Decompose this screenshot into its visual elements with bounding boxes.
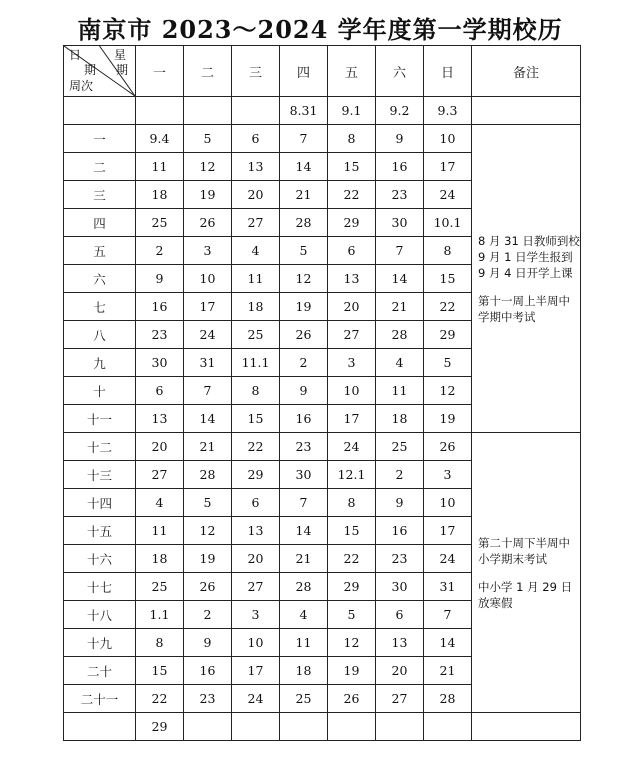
date-cell: 8 xyxy=(232,377,280,405)
date-cell: 16 xyxy=(280,405,328,433)
date-cell: 25 xyxy=(280,685,328,713)
date-cell: 13 xyxy=(328,265,376,293)
remark-line: 第十一周上半周中 xyxy=(478,293,570,308)
date-cell: 17 xyxy=(328,405,376,433)
date-cell: 23 xyxy=(136,321,184,349)
date-cell xyxy=(328,713,376,741)
date-cell: 19 xyxy=(280,293,328,321)
date-cell: 15 xyxy=(424,265,472,293)
remark-line: 放寒假 xyxy=(478,595,513,610)
date-cell: 27 xyxy=(376,685,424,713)
date-cell: 26 xyxy=(424,433,472,461)
date-cell: 28 xyxy=(280,573,328,601)
day-header: 五 xyxy=(328,46,376,97)
date-cell: 10 xyxy=(424,125,472,153)
date-cell: 23 xyxy=(376,545,424,573)
date-cell: 14 xyxy=(184,405,232,433)
remark-line: 第二十周下半周中 xyxy=(478,535,570,550)
date-cell: 29 xyxy=(136,713,184,741)
corner-label-qi-right: 期 xyxy=(116,63,129,77)
date-cell: 12 xyxy=(328,629,376,657)
date-cell: 28 xyxy=(424,685,472,713)
diagonal-header-cell xyxy=(64,46,136,97)
week-number-cell: 十三 xyxy=(64,461,136,489)
week-number-cell: 五 xyxy=(64,237,136,265)
date-cell: 21 xyxy=(280,181,328,209)
date-cell: 24 xyxy=(328,433,376,461)
date-cell: 11 xyxy=(376,377,424,405)
day-header: 二 xyxy=(184,46,232,97)
day-header: 一 xyxy=(136,46,184,97)
date-cell xyxy=(184,97,232,125)
corner-label-qi-left: 期 xyxy=(84,63,97,77)
date-cell: 5 xyxy=(280,237,328,265)
date-cell: 19 xyxy=(184,181,232,209)
date-cell: 20 xyxy=(328,293,376,321)
date-cell: 29 xyxy=(328,573,376,601)
date-cell: 23 xyxy=(376,181,424,209)
corner-label-ri: 日 xyxy=(69,48,82,62)
date-cell: 14 xyxy=(280,153,328,181)
remark-line: 小学期末考试 xyxy=(478,551,547,566)
date-cell xyxy=(424,713,472,741)
date-cell: 13 xyxy=(232,517,280,545)
date-cell xyxy=(184,713,232,741)
date-cell: 15 xyxy=(328,517,376,545)
date-cell: 31 xyxy=(184,349,232,377)
date-cell: 16 xyxy=(184,657,232,685)
date-cell: 26 xyxy=(280,321,328,349)
date-cell: 18 xyxy=(232,293,280,321)
week-number-cell: 七 xyxy=(64,293,136,321)
date-cell: 15 xyxy=(136,657,184,685)
page-title: 南京市 2023～2024 学年度第一学期校历 xyxy=(77,15,563,44)
date-cell: 13 xyxy=(376,629,424,657)
date-cell: 28 xyxy=(280,209,328,237)
date-cell: 12.1 xyxy=(328,461,376,489)
school-calendar-table xyxy=(63,45,581,741)
date-cell: 15 xyxy=(232,405,280,433)
remarks-header: 备注 xyxy=(472,46,581,97)
date-cell: 16 xyxy=(376,153,424,181)
date-cell: 26 xyxy=(184,209,232,237)
day-header: 日 xyxy=(424,46,472,97)
date-cell: 19 xyxy=(328,657,376,685)
date-cell: 27 xyxy=(232,209,280,237)
date-cell: 27 xyxy=(232,573,280,601)
date-cell: 21 xyxy=(376,293,424,321)
date-cell: 3 xyxy=(232,601,280,629)
date-cell: 10.1 xyxy=(424,209,472,237)
date-cell: 29 xyxy=(232,461,280,489)
date-cell: 8 xyxy=(328,489,376,517)
date-cell: 9.4 xyxy=(136,125,184,153)
date-cell: 9.3 xyxy=(424,97,472,125)
date-cell: 19 xyxy=(424,405,472,433)
date-cell xyxy=(376,713,424,741)
corner-label-zhouci: 周次 xyxy=(69,79,94,93)
date-cell: 5 xyxy=(184,489,232,517)
date-cell: 13 xyxy=(136,405,184,433)
date-cell: 29 xyxy=(424,321,472,349)
date-cell: 7 xyxy=(184,377,232,405)
date-cell: 5 xyxy=(424,349,472,377)
date-cell: 10 xyxy=(184,265,232,293)
date-cell: 16 xyxy=(136,293,184,321)
date-cell: 4 xyxy=(376,349,424,377)
date-cell: 30 xyxy=(280,461,328,489)
date-cell: 11.1 xyxy=(232,349,280,377)
date-cell: 9 xyxy=(136,265,184,293)
date-cell: 11 xyxy=(136,517,184,545)
remark-line: 学期中考试 xyxy=(478,309,536,324)
date-cell: 28 xyxy=(184,461,232,489)
date-cell: 22 xyxy=(424,293,472,321)
week-number-cell: 四 xyxy=(64,209,136,237)
date-cell: 25 xyxy=(376,433,424,461)
date-cell: 28 xyxy=(376,321,424,349)
week-number-cell: 一 xyxy=(64,125,136,153)
date-cell: 31 xyxy=(424,573,472,601)
date-cell: 6 xyxy=(232,125,280,153)
date-cell: 20 xyxy=(232,181,280,209)
day-header: 六 xyxy=(376,46,424,97)
date-cell: 10 xyxy=(424,489,472,517)
date-cell: 22 xyxy=(136,685,184,713)
date-cell: 29 xyxy=(328,209,376,237)
date-cell: 4 xyxy=(136,489,184,517)
date-cell: 16 xyxy=(376,517,424,545)
table-row xyxy=(64,125,581,153)
date-cell: 12 xyxy=(184,517,232,545)
date-cell: 9 xyxy=(376,125,424,153)
date-cell: 9 xyxy=(280,377,328,405)
date-cell: 24 xyxy=(232,685,280,713)
date-cell: 8.31 xyxy=(280,97,328,125)
day-header: 四 xyxy=(280,46,328,97)
date-cell: 14 xyxy=(376,265,424,293)
week-number-cell: 三 xyxy=(64,181,136,209)
date-cell: 6 xyxy=(328,237,376,265)
week-number-cell: 二十 xyxy=(64,657,136,685)
date-cell: 22 xyxy=(232,433,280,461)
date-cell: 24 xyxy=(184,321,232,349)
date-cell: 10 xyxy=(328,377,376,405)
date-cell: 18 xyxy=(136,545,184,573)
table-row xyxy=(64,713,581,741)
date-cell: 7 xyxy=(280,489,328,517)
remark-line: 9 月 4 日开学上课 xyxy=(478,265,573,280)
date-cell: 20 xyxy=(232,545,280,573)
date-cell: 14 xyxy=(424,629,472,657)
week-number-cell: 六 xyxy=(64,265,136,293)
week-number-cell: 十九 xyxy=(64,629,136,657)
day-header: 三 xyxy=(232,46,280,97)
date-cell: 18 xyxy=(280,657,328,685)
date-cell: 12 xyxy=(184,153,232,181)
date-cell: 1.1 xyxy=(136,601,184,629)
date-cell: 22 xyxy=(328,545,376,573)
date-cell: 9 xyxy=(184,629,232,657)
date-cell: 18 xyxy=(376,405,424,433)
date-cell: 11 xyxy=(280,629,328,657)
date-cell: 25 xyxy=(232,321,280,349)
date-cell: 18 xyxy=(136,181,184,209)
week-number-cell: 二十一 xyxy=(64,685,136,713)
date-cell: 4 xyxy=(232,237,280,265)
date-cell: 26 xyxy=(328,685,376,713)
week-number-cell: 十四 xyxy=(64,489,136,517)
remark-line: 9 月 1 日学生报到 xyxy=(478,249,573,264)
date-cell: 17 xyxy=(424,153,472,181)
remarks-cell-empty xyxy=(472,97,581,125)
date-cell: 8 xyxy=(328,125,376,153)
date-cell: 13 xyxy=(232,153,280,181)
date-cell: 25 xyxy=(136,209,184,237)
date-cell: 5 xyxy=(328,601,376,629)
header-row xyxy=(64,46,581,97)
date-cell: 27 xyxy=(328,321,376,349)
week-number-cell: 十六 xyxy=(64,545,136,573)
date-cell: 8 xyxy=(136,629,184,657)
date-cell: 4 xyxy=(280,601,328,629)
date-cell: 20 xyxy=(136,433,184,461)
date-cell: 17 xyxy=(184,293,232,321)
date-cell xyxy=(232,713,280,741)
date-cell: 26 xyxy=(184,573,232,601)
date-cell: 19 xyxy=(184,545,232,573)
date-cell: 7 xyxy=(424,601,472,629)
date-cell: 2 xyxy=(184,601,232,629)
date-cell xyxy=(232,97,280,125)
date-cell: 11 xyxy=(136,153,184,181)
date-cell: 22 xyxy=(328,181,376,209)
date-cell: 3 xyxy=(328,349,376,377)
date-cell: 23 xyxy=(184,685,232,713)
date-cell: 8 xyxy=(424,237,472,265)
remarks-cell-second-half xyxy=(472,433,581,713)
remark-line: 8 月 31 日教师到校 xyxy=(478,233,580,248)
date-cell xyxy=(280,713,328,741)
week-number-cell: 十五 xyxy=(64,517,136,545)
date-cell: 9 xyxy=(376,489,424,517)
date-cell: 6 xyxy=(376,601,424,629)
date-cell: 12 xyxy=(280,265,328,293)
date-cell: 25 xyxy=(136,573,184,601)
week-number-cell: 十八 xyxy=(64,601,136,629)
date-cell: 21 xyxy=(280,545,328,573)
corner-label-xing: 星 xyxy=(114,48,127,62)
date-cell: 17 xyxy=(232,657,280,685)
date-cell: 2 xyxy=(376,461,424,489)
date-cell: 24 xyxy=(424,545,472,573)
date-cell: 3 xyxy=(424,461,472,489)
date-cell xyxy=(136,97,184,125)
week-number-cell: 十 xyxy=(64,377,136,405)
date-cell: 30 xyxy=(376,573,424,601)
week-number-cell: 十二 xyxy=(64,433,136,461)
week-number-cell xyxy=(64,713,136,741)
week-number-cell: 二 xyxy=(64,153,136,181)
date-cell: 23 xyxy=(280,433,328,461)
week-number-cell: 八 xyxy=(64,321,136,349)
date-cell: 21 xyxy=(184,433,232,461)
date-cell: 7 xyxy=(280,125,328,153)
date-cell: 7 xyxy=(376,237,424,265)
remarks-cell-first-half xyxy=(472,125,581,433)
date-cell: 17 xyxy=(424,517,472,545)
date-cell: 14 xyxy=(280,517,328,545)
week-number-cell: 九 xyxy=(64,349,136,377)
date-cell: 24 xyxy=(424,181,472,209)
date-cell: 11 xyxy=(232,265,280,293)
date-cell: 10 xyxy=(232,629,280,657)
week-number-cell: 十七 xyxy=(64,573,136,601)
date-cell: 30 xyxy=(136,349,184,377)
week-number-cell xyxy=(64,97,136,125)
week-number-cell: 十一 xyxy=(64,405,136,433)
date-cell: 9.2 xyxy=(376,97,424,125)
date-cell: 3 xyxy=(184,237,232,265)
date-cell: 12 xyxy=(424,377,472,405)
date-cell: 20 xyxy=(376,657,424,685)
table-row xyxy=(64,433,581,461)
date-cell: 6 xyxy=(136,377,184,405)
date-cell: 9.1 xyxy=(328,97,376,125)
date-cell: 6 xyxy=(232,489,280,517)
date-cell: 27 xyxy=(136,461,184,489)
date-cell: 5 xyxy=(184,125,232,153)
remarks-cell-empty xyxy=(472,713,581,741)
date-cell: 30 xyxy=(376,209,424,237)
remark-line: 中小学 1 月 29 日 xyxy=(478,579,573,594)
date-cell: 2 xyxy=(136,237,184,265)
date-cell: 2 xyxy=(280,349,328,377)
date-cell: 21 xyxy=(424,657,472,685)
date-cell: 15 xyxy=(328,153,376,181)
table-row xyxy=(64,97,581,125)
